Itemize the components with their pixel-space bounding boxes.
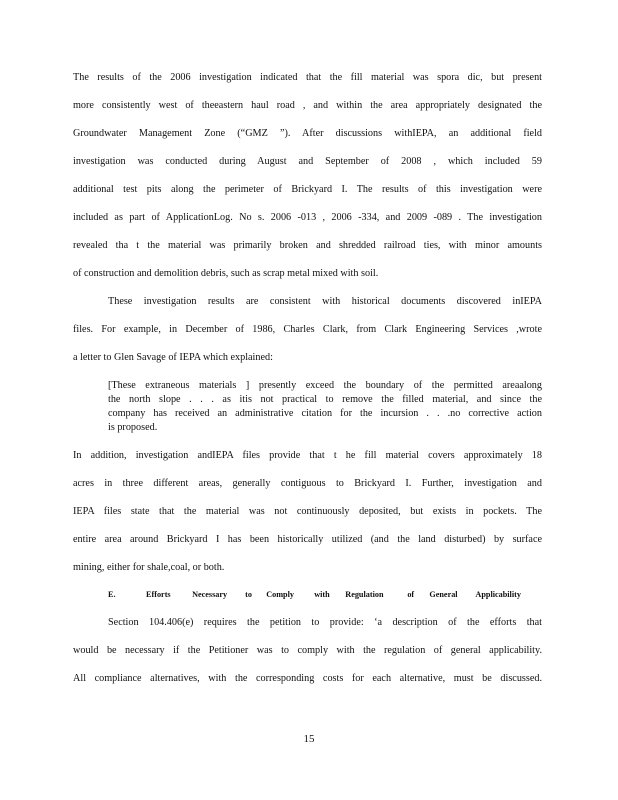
text-line: a letter to Glen Savage of IEPA which explained: bbox=[73, 352, 273, 363]
heading-word: Comply bbox=[266, 590, 294, 599]
text-line: entire area around Brickyard I has been historically utilized (and the land disturbed) by surface bbox=[73, 534, 542, 545]
heading-word: Applicability bbox=[475, 590, 521, 599]
text-line: of construction and demolition debris, such as scrap metal mixed with soil. bbox=[73, 268, 379, 279]
heading-word: General bbox=[429, 590, 458, 599]
blockquote-line: [These extraneous materials ] presently exceed the boundary of the permitted areaalong bbox=[108, 380, 542, 391]
heading-word: Efforts bbox=[146, 590, 171, 599]
text-line: mining, either for shale,coal, or both. bbox=[73, 562, 225, 573]
heading-word: Regulation bbox=[345, 590, 384, 599]
text-line: acres in three different areas, generally contiguous to Brickyard I. Further, investigation and bbox=[73, 478, 542, 489]
text-line: included as part of ApplicationLog. No s. 2006 -013 , 2006 -334, and 2009 -089 . The investigation bbox=[73, 212, 542, 223]
heading-word: of bbox=[407, 590, 415, 599]
text-line: Section 104.406(e) requires the petition to provide: ‘a description of the efforts that bbox=[108, 617, 542, 628]
text-line: IEPA files state that the material was not continuously deposited, but exists in pockets. The bbox=[73, 506, 542, 517]
text-line: The results of the 2006 investigation indicated that the fill material was spora dic, but present bbox=[73, 72, 542, 83]
heading-word: with bbox=[314, 590, 330, 599]
page-number: 15 bbox=[303, 733, 315, 745]
text-line: In addition, investigation andIEPA files provide that t he fill material covers approximately 18 bbox=[73, 450, 542, 461]
blockquote-line: the north slope . . . as itis not practical to remove the filled material, and since the bbox=[108, 394, 542, 405]
text-line: more consistently west of theeastern haul road , and within the area appropriately designated the bbox=[73, 100, 542, 111]
section-heading bbox=[108, 589, 521, 601]
heading-letter: E. bbox=[108, 590, 116, 599]
blockquote-line: company has received an administrative citation for the incursion . . .no corrective action bbox=[108, 408, 542, 419]
text-line: additional test pits along the perimeter of Brickyard I. The results of this investigation were bbox=[73, 184, 542, 195]
blockquote-line: is proposed. bbox=[108, 422, 158, 433]
text-line: All compliance alternatives, with the corresponding costs for each alternative, must be discussed. bbox=[73, 673, 542, 684]
text-line: files. For example, in December of 1986, Charles Clark, from Clark Engineering Services ,wrote bbox=[73, 324, 542, 335]
heading-word: Necessary bbox=[192, 590, 228, 599]
text-line: These investigation results are consistent with historical documents discovered inIEPA bbox=[108, 296, 542, 307]
text-line: would be necessary if the Petitioner was to comply with the regulation of general applicability. bbox=[73, 645, 542, 656]
text-line: revealed tha t the material was primarily broken and shredded railroad ties, with minor amounts bbox=[73, 240, 542, 251]
heading-word: to bbox=[245, 590, 252, 599]
text-line: Groundwater Management Zone (“GMZ ”). After discussions withIEPA, an additional field bbox=[73, 128, 542, 139]
text-line: investigation was conducted during August and September of 2008 , which included 59 bbox=[73, 156, 542, 167]
